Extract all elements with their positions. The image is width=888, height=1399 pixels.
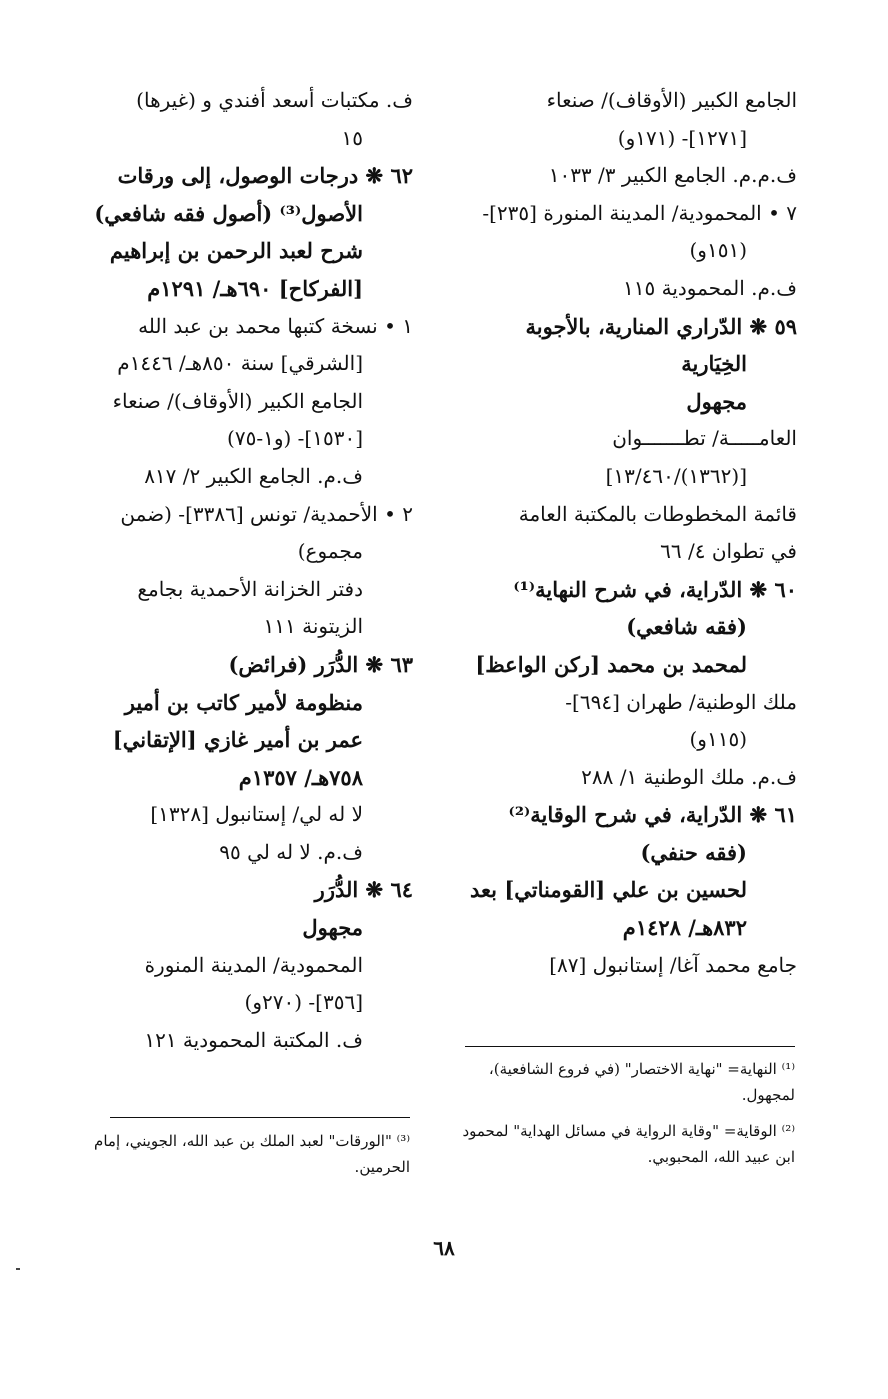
- left-column-line: ف.م. الجامع الكبير ٢/ ٨١٧: [144, 463, 363, 488]
- right-column-line: (فقه حنفي): [640, 839, 747, 865]
- footnote-line: ⁽³⁾ "الورقات" لعبد الملك بن عبد الله، الجويني، إمام: [94, 1132, 410, 1150]
- right-column-line: ٦٠ ❋ الدّراية، في شرح النهاية⁽¹⁾: [513, 576, 797, 602]
- right-column-line: ٨٣٢هـ/ ١٤٢٨م: [622, 915, 747, 941]
- right-column-line: ٦١ ❋ الدّراية، في شرح الوقاية⁽²⁾: [508, 802, 797, 828]
- footnote-line: لمجهول.: [741, 1086, 795, 1104]
- right-column-line: (فقه شافعي): [626, 614, 747, 640]
- left-column-line: دفتر الخزانة الأحمدية بجامع: [137, 576, 363, 601]
- left-column-line: منظومة لأمير كاتب بن أمير: [124, 689, 363, 715]
- left-column-line: ف. مكتبات أسعد أفندي و (غيرها): [136, 88, 413, 112]
- left-column-line: [١٥٣٠]- (و١-٧٥): [227, 426, 363, 451]
- left-column-line: ٦٤ ❋ الدُّرَر: [314, 877, 413, 903]
- left-column-line: مجهول: [302, 915, 363, 941]
- right-column: [452, 82, 797, 984]
- page-number: ٦٨: [433, 1236, 455, 1260]
- left-column-line: [٣٥٦]- (٢٧٠و): [244, 990, 363, 1015]
- left-column-line: ٦٣ ❋ الدُّرَر (فرائض): [228, 651, 413, 677]
- right-column-line: قائمة المخطوطات بالمكتبة العامة: [518, 501, 797, 526]
- right-column-line: [(١٣٦٢)/١٣/٤٦٠]: [605, 463, 747, 488]
- left-column-line: الجامع الكبير (الأوقاف)/ صنعاء: [112, 388, 363, 413]
- left-column-line: ١٥: [341, 125, 363, 150]
- right-column-line: الجامع الكبير (الأوقاف)/ صنعاء: [546, 88, 797, 112]
- right-column-line: مجهول: [686, 388, 747, 414]
- right-column-line: (١١٥و): [689, 727, 747, 752]
- right-column-line: ف.م.م. الجامع الكبير ٣/ ١٠٣٣: [548, 163, 797, 188]
- left-column-line: شرح لعبد الرحمن بن إبراهيم: [109, 238, 363, 264]
- left-column-line: ١ • نسخة كتبها محمد بن عبد الله: [138, 313, 413, 338]
- right-column-line: الخِيَارية: [681, 351, 747, 377]
- right-column-line: جامع محمد آغا/ إستانبول [٨٧]: [549, 952, 797, 977]
- left-column-line: الأصول⁽³⁾ (أصول فقه شافعي): [94, 200, 363, 226]
- right-column-line: العامـــــة/ تطـــــــوان: [612, 426, 797, 451]
- right-column-line: لحسين بن علي [القومناتي] بعد: [470, 877, 747, 903]
- left-column-line: [الفركاح] ٦٩٠هـ/ ١٢٩١م: [147, 275, 363, 301]
- left-column-line: ٧٥٨هـ/ ١٣٥٧م: [238, 764, 363, 790]
- footnote-line: ⁽¹⁾ النهاية= "نهاية الاختصار" (في فروع الشافعية)،: [488, 1060, 795, 1078]
- footnotes-right: [455, 1056, 795, 1180]
- right-column-line: (١٥١و): [689, 238, 747, 263]
- left-column-line: [الشرقي] سنة ٨٥٠هـ/ ١٤٤٦م: [117, 351, 363, 376]
- left-column-line: لا له لي/ إستانبول [١٣٢٨]: [150, 802, 363, 827]
- right-column-line: لمحمد بن محمد [ركن الواعظ]: [475, 651, 747, 677]
- footnote-rule-right: [465, 1046, 795, 1047]
- left-column-line: المحمودية/ المدينة المنورة: [144, 952, 363, 977]
- left-column-line: ٢ • الأحمدية/ تونس [٣٣٨٦]- (ضمن: [120, 501, 413, 526]
- right-column-line: في تطوان ٤/ ٦٦: [660, 539, 797, 564]
- footnote-rule-left: [110, 1117, 410, 1118]
- left-column-line: ف.م. لا له لي ٩٥: [219, 839, 363, 864]
- right-column-line: ٧ • المحمودية/ المدينة المنورة [٢٣٥]-: [482, 200, 797, 225]
- footnotes-left: [70, 1128, 410, 1190]
- right-column-line: [١٢٧١]- (١٧١و): [617, 125, 747, 150]
- left-column-line: الزيتونة ١١١: [263, 614, 363, 639]
- footnote-line: ابن عبيد الله، المحبوبي.: [647, 1148, 795, 1166]
- left-column: [68, 82, 413, 1059]
- right-column-line: ملك الوطنية/ طهران [٦٩٤]-: [565, 689, 797, 714]
- right-column-line: ف.م. ملك الوطنية ١/ ٢٨٨: [581, 764, 797, 789]
- scan-speck: [16, 1268, 20, 1270]
- left-column-line: ف. المكتبة المحمودية ١٢١: [144, 1027, 363, 1052]
- right-column-line: ف.م. المحمودية ١١٥: [623, 275, 797, 300]
- footnote-line: ⁽²⁾ الوقاية= "وقاية الرواية في مسائل الهداية" لمحمود: [462, 1122, 795, 1140]
- footnote-line: الحرمين.: [354, 1158, 410, 1176]
- right-column-line: ٥٩ ❋ الدّراري المنارية، بالأجوبة: [525, 313, 797, 339]
- left-column-line: مجموع): [297, 539, 363, 564]
- left-column-line: عمر بن أمير غازي [الإتقاني]: [112, 727, 363, 753]
- left-column-line: ٦٢ ❋ درجات الوصول، إلى ورقات: [117, 163, 413, 189]
